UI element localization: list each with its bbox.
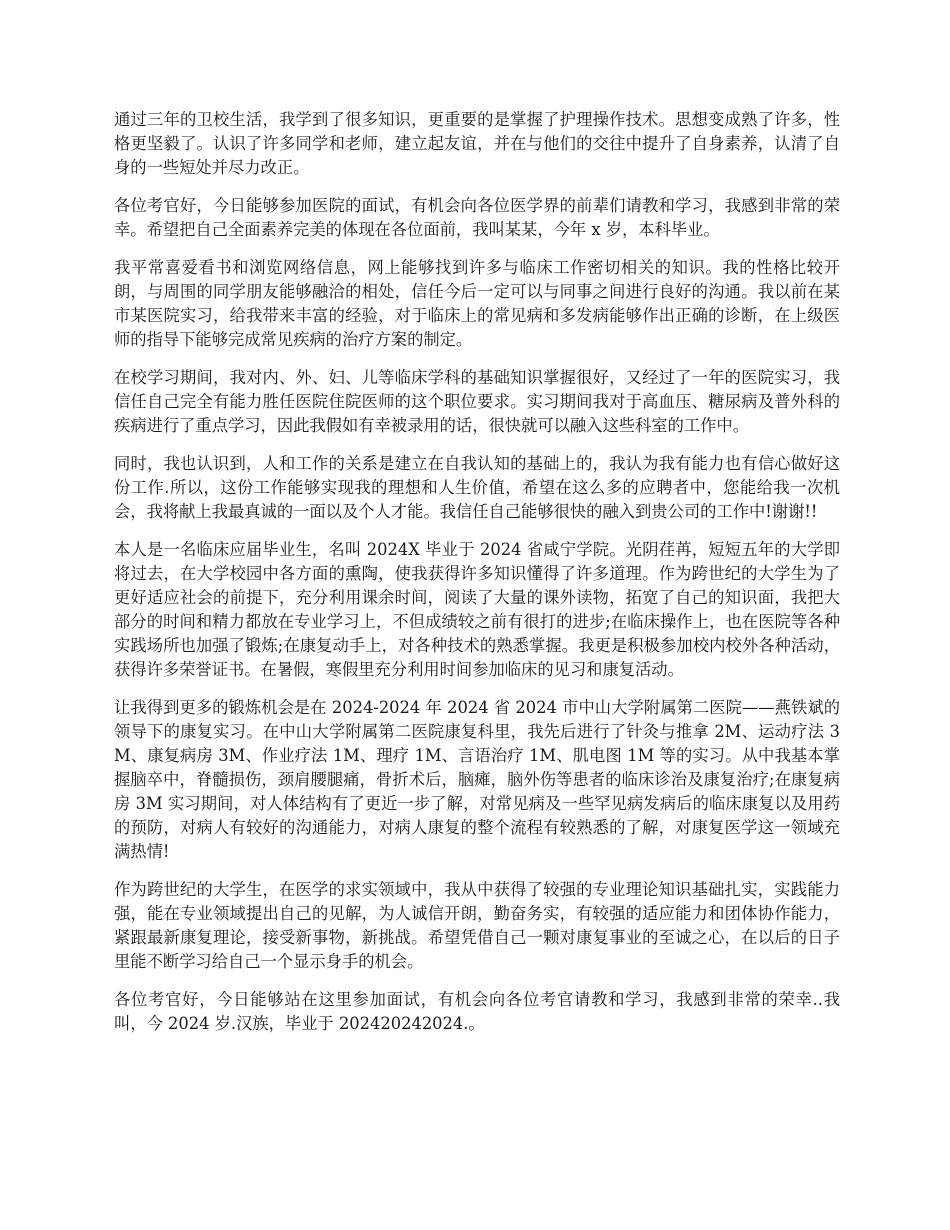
paragraph-1: 通过三年的卫校生活，我学到了很多知识，更重要的是掌握了护理操作技术。思想变成熟了许多，性格更坚毅了。认识了许多同学和老师，建立起友谊，并在与他们的交往中提升了自身素养，认清了自身的一些短处并尽力改正。	[114, 110, 840, 177]
paragraph-4: 在校学习期间，我对内、外、妇、儿等临床学科的基础知识掌握很好，又经过了一年的医院实习，我信任自己完全有能力胜任医院住院医师的这个职位要求。实习期间我对于高血压、糖尿病及普外科的疾病进行了重点学习，因此我假如有幸被录用的话，很快就可以融入这些科室的工作中。	[114, 368, 840, 435]
document-body	[114, 108, 840, 1050]
paragraph-7: 让我得到更多的锻炼机会是在 2024-2024 年 2024 省 2024 市中山大学附属第二医院——燕铁斌的领导下的康复实习。在中山大学附属第二医院康复科里，我先后进行了针灸与推拿 2M、运动疗法 3M、康复病房 3M、作业疗法 1M、理疗 1M、言语治疗 1M、肌电图 1M 等的实习。从中我基本掌握脑卒中，脊髓损伤，颈肩腰腿痛，骨折术后，脑瘫，脑外伤等患者的临床诊治及康复治疗;在康复病房 3M 实习期间，对人体结构有了更近一步了解，对常见病及一些罕见病发病后的临床康复以及用药的预防，对病人有较好的沟通能力，对病人康复的整个流程有较熟悉的了解，对康复医学这一领域充满热情!	[114, 698, 840, 861]
paragraph-6: 本人是一名临床应届毕业生，名叫 2024X 毕业于 2024 省咸宁学院。光阴荏苒，短短五年的大学即将过去，在大学校园中各方面的熏陶，使我获得许多知识懂得了许多道理。作为跨世纪的大学生为了更好适应社会的前提下，充分利用课余时间，阅读了大量的课外读物，拓宽了自己的知识面，我把大部分的时间和精力都放在专业学习上，不但成绩较之前有很打的进步;在临床操作上，也在医院等各种实践场所也加强了锻炼;在康复动手上，对各种技术的熟悉掌握。我更是积极参加校内校外各种活动，获得许多荣誉证书。在暑假，寒假里充分利用时间参加临床的见习和康复活动。	[114, 540, 840, 679]
paragraph-2: 各位考官好，今日能够参加医院的面试，有机会向各位医学界的前辈们请教和学习，我感到非常的荣幸。希望把自己全面素养完美的体现在各位面前，我叫某某，今年 x 岁，本科毕业。	[114, 196, 840, 239]
paragraph-5: 同时，我也认识到，人和工作的关系是建立在自我认知的基础上的，我认为我有能力也有信心做好这份工作.所以，这份工作能够实现我的理想和人生价值，希望在这么多的应聘者中，您能给我一次机会，我将献上我最真诚的一面以及个人才能。我信任自己能够很快的融入到贵公司的工作中!谢谢!!	[114, 454, 840, 521]
paragraph-9: 各位考官好，今日能够站在这里参加面试，有机会向各位考官请教和学习，我感到非常的荣幸..我叫，今 2024 岁.汉族，毕业于 202420242024.。	[114, 990, 840, 1033]
paragraph-8: 作为跨世纪的大学生，在医学的求实领域中，我从中获得了较强的专业理论知识基础扎实，实践能力强，能在专业领域提出自己的见解，为人诚信开朗，勤奋务实，有较强的适应能力和团体协作能力，紧跟最新康复理论，接受新事物，新挑战。希望凭借自己一颗对康复事业的至诚之心，在以后的日子里能不断学习给自己一个显示身手的机会。	[114, 880, 840, 971]
paragraph-3: 我平常喜爱看书和浏览网络信息，网上能够找到许多与临床工作密切相关的知识。我的性格比较开朗，与周围的同学朋友能够融洽的相处，信任今后一定可以与同事之间进行良好的沟通。我以前在某市某医院实习，给我带来丰富的经验，对于临床上的常见病和多发病能够作出正确的诊断，在上级医师的指导下能够完成常见疾病的治疗方案的制定。	[114, 258, 840, 349]
